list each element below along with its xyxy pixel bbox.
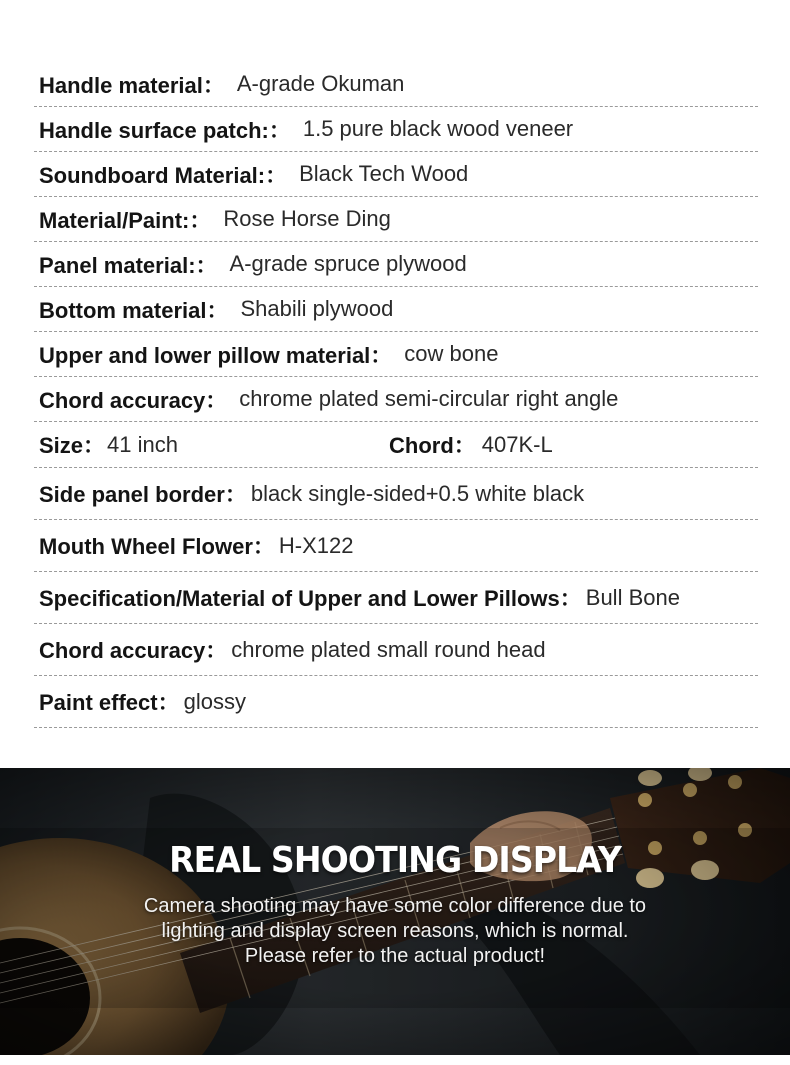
- spec-label: Chord accuracy：: [39, 638, 228, 663]
- spec-label: Specification/Material of Upper and Lower Pillows：: [39, 586, 582, 611]
- spec-value: Rose Horse Ding: [223, 206, 391, 231]
- spec-label: Mouth Wheel Flower：: [39, 534, 275, 559]
- spec-row-chord-accuracy-2: [34, 624, 758, 676]
- spec-value: Black Tech Wood: [299, 161, 469, 186]
- banner-title: REAL SHOOTING DISPLAY: [169, 840, 621, 881]
- spec-value: A-grade spruce plywood: [229, 251, 467, 276]
- spec-label: Bottom material：: [39, 297, 229, 323]
- spec-label: Chord accuracy：: [39, 387, 228, 413]
- spec-label: Handle surface patch:：: [39, 117, 291, 143]
- real-shooting-banner: [0, 768, 790, 1055]
- spec-row-pillow-material: [34, 332, 758, 377]
- spec-value: A-grade Okuman: [236, 71, 405, 96]
- spec-label: Soundboard Material:：: [39, 162, 288, 188]
- spec-row-paint-effect: [34, 676, 758, 728]
- spec-row-handle-surface-patch: [34, 107, 758, 152]
- disclaimer-line: Please refer to the actual product!: [244, 945, 546, 967]
- spec-label: Paint effect：: [39, 690, 180, 715]
- spec-label: Material/Paint:：: [39, 207, 212, 233]
- size-cell: [39, 429, 389, 460]
- spec-label: Panel material:：: [39, 252, 218, 278]
- spec-value: glossy: [183, 688, 246, 714]
- spec-value: Shabili plywood: [240, 296, 394, 321]
- spec-row-side-panel-border: [34, 468, 758, 520]
- spec-value: H-X122: [278, 532, 354, 558]
- spec-value: 1.5 pure black wood veneer: [302, 116, 574, 141]
- spec-label: Upper and lower pillow material：: [39, 342, 393, 368]
- spec-list: [34, 62, 758, 728]
- disclaimer-line: Camera shooting may have some color difference due to: [143, 895, 647, 917]
- disclaimer-line: lighting and display screen reasons, which is normal.: [161, 920, 629, 942]
- spec-row-bottom-material: [34, 287, 758, 332]
- spec-row-mouth-wheel-flower: [34, 520, 758, 572]
- spec-row-size-chord: [34, 422, 758, 468]
- spec-value: 407K-L: [481, 431, 553, 457]
- spec-label: Size：: [39, 433, 106, 458]
- spec-value: cow bone: [404, 341, 499, 366]
- spec-value: black single-sided+0.5 white black: [250, 480, 585, 506]
- spec-value: Bull Bone: [585, 584, 680, 610]
- spec-label: Handle material：: [39, 72, 225, 98]
- spec-row-pillows-spec: [34, 572, 758, 624]
- spec-row-soundboard-material: [34, 152, 758, 197]
- spec-value: chrome plated semi-circular right angle: [239, 386, 619, 411]
- spec-row-material-paint: [34, 197, 758, 242]
- banner-disclaimer: [0, 894, 790, 969]
- spec-row-panel-material: [34, 242, 758, 287]
- spec-row-chord-accuracy: [34, 377, 758, 422]
- spec-label: Chord：: [389, 433, 476, 458]
- spec-row-handle-material: [34, 62, 758, 107]
- spec-value: 41 inch: [107, 431, 178, 457]
- spec-value: chrome plated small round head: [231, 636, 546, 662]
- spec-label: Side panel border：: [39, 482, 247, 507]
